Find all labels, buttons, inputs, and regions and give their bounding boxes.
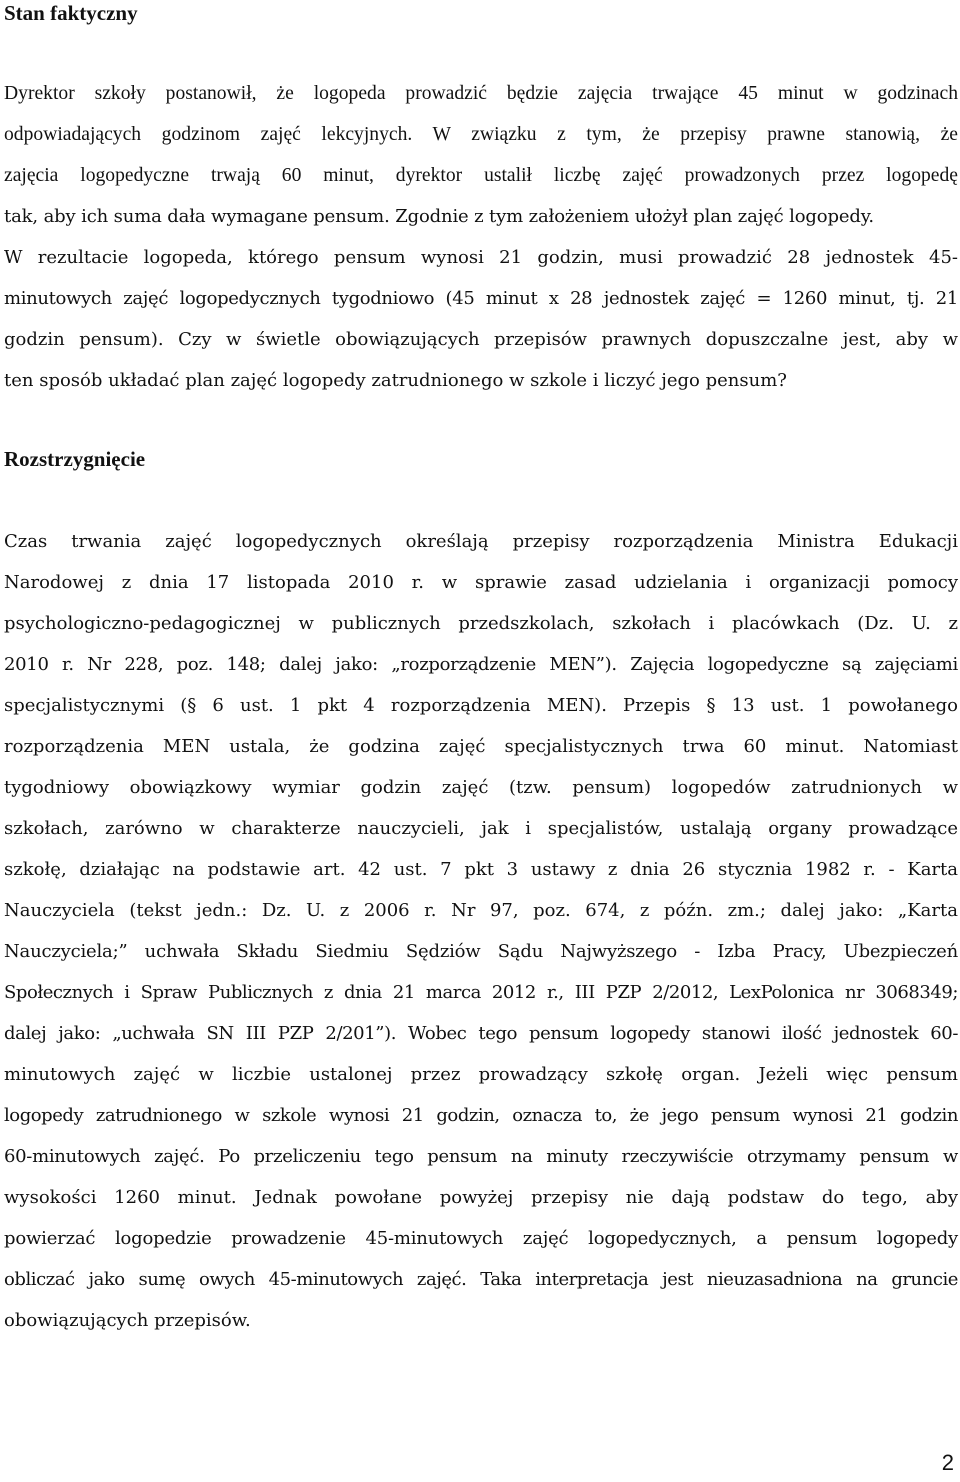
section-heading-rozstrzygniecie: Rozstrzygnięcie [4, 447, 146, 471]
text-line: odpowiadających godzinom zajęć lekcyjnych. W związku z tym, że przepisy prawne stanowią, że [4, 124, 958, 145]
paragraph-resolution [4, 521, 958, 1341]
text-line: minutowych zajęć w liczbie ustalonej przez prowadzący szkołę organ. Jeżeli więc pensum [4, 1064, 958, 1085]
text-line: szkołach, zarówno w charakterze nauczycieli, jak i specjalistów, ustalają organy prowadzące [4, 818, 958, 839]
text-line: logopedy zatrudnionego w szkole wynosi 21 godzin, oznacza to, że jego pensum wynosi 21 godzin [4, 1105, 958, 1126]
text-line: obliczać jako sumę owych 45-minutowych zajęć. Taka interpretacja jest nieuzasadniona na gruncie [4, 1269, 958, 1290]
text-line: ten sposób układać plan zajęć logopedy zatrudnionego w szkole i liczyć jego pensum? [4, 370, 787, 391]
text-line: tygodniowy obowiązkowy wymiar godzin zajęć (tzw. pensum) logopedów zatrudnionych w [4, 777, 958, 798]
text-line: dalej jako: „uchwała SN III PZP 2/201”). Wobec tego pensum logopedy stanowi ilość jednostek 60- [4, 1023, 958, 1044]
text-line: psychologiczno-pedagogicznej w publicznych przedszkolach, szkołach i placówkach (Dz. U. z [4, 613, 958, 634]
section-heading-stan-faktyczny: Stan faktyczny [4, 1, 138, 25]
text-line: godzin pensum). Czy w świetle obowiązujących przepisów prawnych dopuszczalne jest, aby w [4, 329, 958, 350]
text-line: wysokości 1260 minut. Jednak powołane powyżej przepisy nie dają podstaw do tego, aby [4, 1187, 958, 1208]
text-line: Społecznych i Spraw Publicznych z dnia 21 marca 2012 r., III PZP 2/2012, LexPolonica nr 3068349; [4, 982, 958, 1003]
text-line: Nauczyciela;” uchwała Składu Siedmiu Sędziów Sądu Najwyższego - Izba Pracy, Ubezpieczeń [4, 941, 958, 962]
text-line: 2010 r. Nr 228, poz. 148; dalej jako: „rozporządzenie MEN”). Zajęcia logopedyczne są zajęciami [4, 654, 958, 675]
text-line: specjalistycznymi (§ 6 ust. 1 pkt 4 rozporządzenia MEN). Przepis § 13 ust. 1 powołanego [4, 695, 958, 716]
text-line: Czas trwania zajęć logopedycznych określają przepisy rozporządzenia Ministra Edukacji [4, 531, 958, 552]
text-line: szkołę, działając na podstawie art. 42 ust. 7 pkt 3 ustawy z dnia 26 stycznia 1982 r. - Karta [4, 859, 958, 880]
text-line: minutowych zajęć logopedycznych tygodniowo (45 minut x 28 jednostek zajęć = 1260 minut, tj. 21 [4, 288, 958, 309]
paragraph-facts [4, 73, 958, 401]
text-line: tak, aby ich suma dała wymagane pensum. Zgodnie z tym założeniem ułożył plan zajęć logopedy. [4, 206, 874, 227]
text-line: Narodowej z dnia 17 listopada 2010 r. w sprawie zasad udzielania i organizacji pomocy [4, 572, 958, 593]
text-line: W rezultacie logopeda, którego pensum wynosi 21 godzin, musi prowadzić 28 jednostek 45- [4, 247, 958, 268]
text-line: rozporządzenia MEN ustala, że godzina zajęć specjalistycznych trwa 60 minut. Natomiast [4, 736, 958, 757]
text-line: zajęcia logopedyczne trwają 60 minut, dyrektor ustalił liczbę zajęć prowadzonych przez logopedę [4, 165, 958, 186]
text-line: obowiązujących przepisów. [4, 1310, 251, 1331]
text-line: powierzać logopedzie prowadzenie 45-minutowych zajęć logopedycznych, a pensum logopedy [4, 1228, 958, 1249]
text-line: Dyrektor szkoły postanowił, że logopeda prowadzić będzie zajęcia trwające 45 minut w godzinach [4, 83, 958, 104]
text-line: Nauczyciela (tekst jedn.: Dz. U. z 2006 r. Nr 97, poz. 674, z późn. zm.; dalej jako: „Karta [4, 900, 958, 921]
text-line: 60-minutowych zajęć. Po przeliczeniu tego pensum na minuty rzeczywiście otrzymamy pensum w [4, 1146, 958, 1167]
page-number: 2 [941, 1450, 954, 1475]
